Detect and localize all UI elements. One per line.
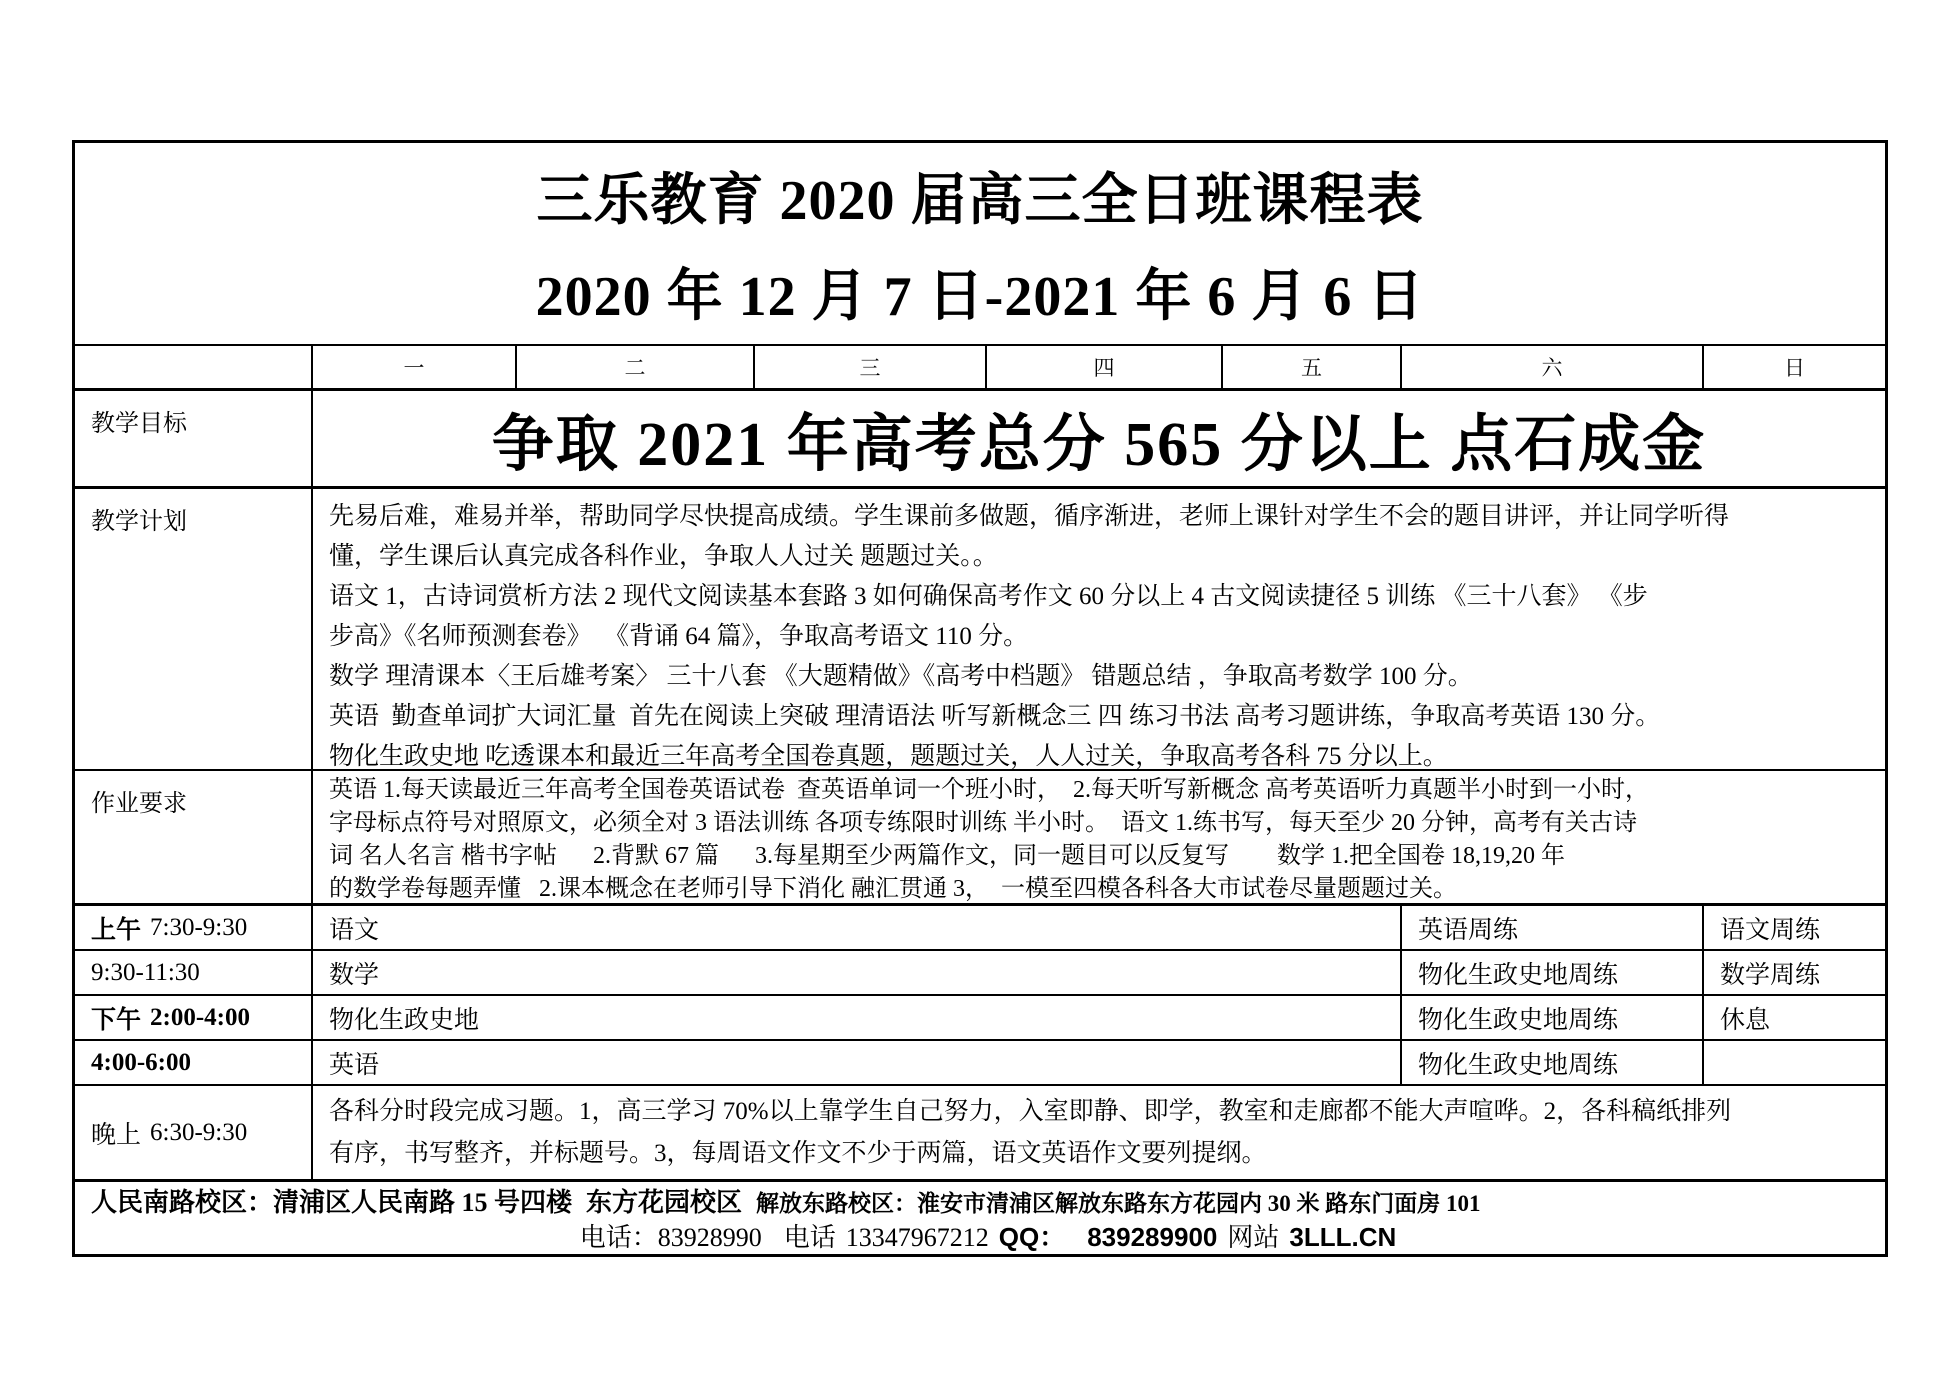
phone2-label: 电话 bbox=[783, 1223, 836, 1252]
day-header-fri: 五 bbox=[1223, 346, 1402, 391]
saturday-activity: 物化生政史地周练 bbox=[1402, 951, 1704, 996]
footer bbox=[75, 1182, 1885, 1254]
campus3-address: 淮安市清浦区解放东路东方花园内 30 米 路东门面房 101 bbox=[917, 1191, 1481, 1216]
plan-line: 物化生政史地 吃透课本和最近三年高考全国卷真题，题题过关，人人过关，争取高考各科 75 分以上。 bbox=[329, 743, 1448, 770]
plan-line: 数学 理清课本〈王后雄考案〉 三十八套 《大题精做》《高考中档题》 错题总结 ，争取高考数学 100 分。 bbox=[329, 663, 1473, 690]
title-cell bbox=[75, 143, 1885, 346]
timetable bbox=[72, 140, 1888, 1257]
goal-label: 教学目标 bbox=[75, 391, 313, 489]
document-title: 三乐教育 2020 届高三全日班课程表 bbox=[536, 169, 1424, 232]
contact-info bbox=[91, 1220, 1885, 1254]
campus-addresses bbox=[91, 1186, 1885, 1220]
time-slot-label bbox=[75, 951, 313, 996]
time-range: 2:00-4:00 bbox=[150, 1003, 250, 1031]
date-range: 2020 年 12 月 7 日-2021 年 6 月 6 日 bbox=[535, 265, 1425, 328]
time-prefix: 下午 bbox=[91, 1006, 142, 1034]
day-header-sat: 六 bbox=[1402, 346, 1704, 391]
saturday-activity: 物化生政史地周练 bbox=[1402, 1041, 1704, 1086]
evening-content bbox=[313, 1086, 1885, 1182]
phone1-number: 83928990 bbox=[657, 1223, 762, 1252]
plan-line: 先易后难，难易并举，帮助同学尽快提高成绩。学生课前多做题，循序渐进，老师上课针对学生不会的题目讲评，并让同学听得 bbox=[329, 503, 1730, 530]
website-label: 网站 bbox=[1227, 1223, 1280, 1252]
plan-line: 语文 1，古诗词赏析方法 2 现代文阅读基本套路 3 如何确保高考作文 60 分以上 4 古文阅读捷径 5 训练 《三十八套》 《步 bbox=[329, 583, 1648, 610]
day-header-thu: 四 bbox=[987, 346, 1223, 391]
time-prefix: 上午 bbox=[91, 916, 142, 944]
weekday-subject: 语文 bbox=[313, 906, 1402, 951]
time-slot-label bbox=[75, 1086, 313, 1182]
website-url: 3LLL.CN bbox=[1289, 1222, 1397, 1252]
day-header-mon: 一 bbox=[313, 346, 517, 391]
qq-number: 839289900 bbox=[1087, 1222, 1218, 1252]
homework-line: 的数学卷每题弄懂 2.课本概念在老师引导下消化 融汇贯通 3， 一模至四模各科各大市试卷尽量题题过关。 bbox=[329, 876, 1457, 902]
saturday-activity: 英语周练 bbox=[1402, 906, 1704, 951]
sunday-activity bbox=[1704, 1041, 1885, 1086]
homework-line: 英语 1.每天读最近三年高考全国卷英语试卷 查英语单词一个班小时， 2.每天听写新概念 高考英语听力真题半小时到一小时， bbox=[329, 777, 1649, 803]
campus1-label: 人民南路校区： bbox=[91, 1188, 274, 1217]
goal-content: 争取 2021 年高考总分 565 分以上 点石成金 bbox=[313, 391, 1885, 489]
plan-content bbox=[313, 489, 1885, 771]
time-range: 6:30-9:30 bbox=[150, 1118, 248, 1146]
evening-line: 有序，书写整齐，并标题号。3，每周语文作文不少于两篇，语文英语作文要列提纲。 bbox=[329, 1140, 1267, 1167]
homework-content bbox=[313, 771, 1885, 906]
time-slot-label bbox=[75, 906, 313, 951]
sunday-activity: 休息 bbox=[1704, 996, 1885, 1041]
homework-line: 字母标点符号对照原文，必须全对 3 语法训练 各项专练限时训练 半小时。 语文 1.练书写，每天至少 20 分钟，高考有关古诗 bbox=[329, 810, 1637, 836]
plan-line: 懂，学生课后认真完成各科作业，争取人人过关 题题过关。。 bbox=[329, 543, 998, 570]
weekday-subject: 数学 bbox=[313, 951, 1402, 996]
time-range: 9:30-11:30 bbox=[91, 958, 200, 986]
plan-line: 英语 勤查单词扩大词汇量 首先在阅读上突破 理清语法 听写新概念三 四 练习书法 高考习题讲练，争取高考英语 130 分。 bbox=[329, 703, 1661, 730]
weekday-subject: 物化生政史地 bbox=[313, 996, 1402, 1041]
homework-label: 作业要求 bbox=[75, 771, 313, 906]
plan-label: 教学计划 bbox=[75, 489, 313, 771]
time-slot-label bbox=[75, 996, 313, 1041]
day-header-sun: 日 bbox=[1704, 346, 1885, 391]
homework-line: 词 名人名言 楷书字帖 2.背默 67 篇 3.每星期至少两篇作文，同一题目可以反复写 数学 1.把全国卷 18,19,20 年 bbox=[329, 843, 1565, 869]
phone2-number: 13347967212 bbox=[845, 1223, 989, 1252]
time-range: 4:00-6:00 bbox=[91, 1048, 191, 1076]
phone1-label: 电话： bbox=[579, 1223, 658, 1252]
qq-label: QQ： bbox=[998, 1222, 1066, 1252]
time-range: 7:30-9:30 bbox=[150, 913, 248, 941]
weekday-subject: 英语 bbox=[313, 1041, 1402, 1086]
day-header-wed: 三 bbox=[755, 346, 987, 391]
sunday-activity: 数学周练 bbox=[1704, 951, 1885, 996]
day-header-empty bbox=[75, 346, 313, 391]
campus3-label: 解放东路校区： bbox=[756, 1191, 918, 1216]
time-prefix: 晚上 bbox=[91, 1121, 142, 1149]
day-header-tue: 二 bbox=[517, 346, 755, 391]
plan-line: 步高》《名师预测套卷》 《背诵 64 篇》，争取高考语文 110 分。 bbox=[329, 623, 1029, 650]
sunday-activity: 语文周练 bbox=[1704, 906, 1885, 951]
saturday-activity: 物化生政史地周练 bbox=[1402, 996, 1704, 1041]
campus1-address: 清浦区人民南路 15 号四楼 bbox=[273, 1188, 573, 1217]
campus2-name: 东方花园校区 bbox=[586, 1188, 743, 1217]
time-slot-label bbox=[75, 1041, 313, 1086]
evening-line: 各科分时段完成习题。1，高三学习 70%以上靠学生自己努力，入室即静、即学，教室和走廊都不能大声喧哗。2，各科稿纸排列 bbox=[329, 1098, 1732, 1125]
